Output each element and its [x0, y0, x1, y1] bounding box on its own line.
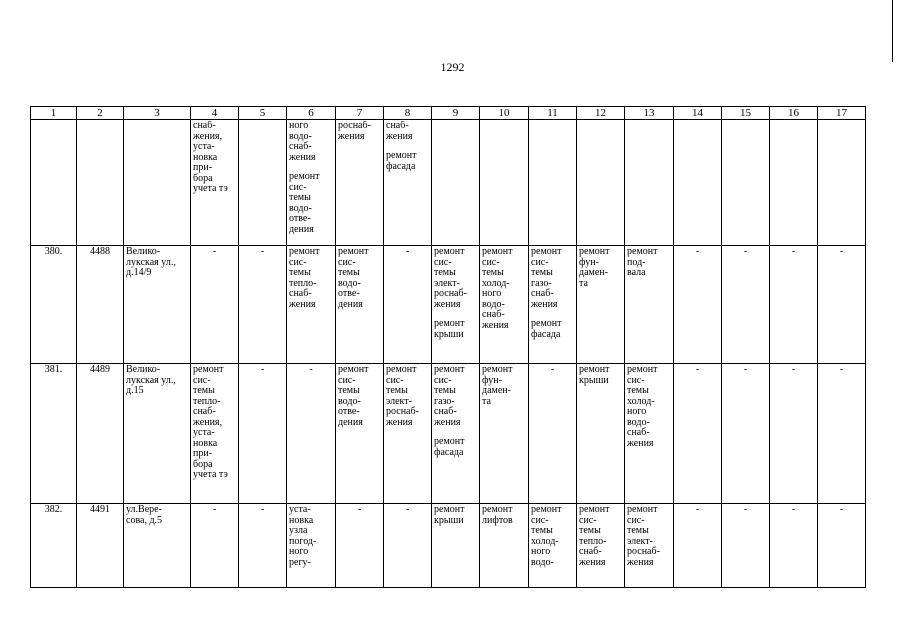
cell-text: -	[357, 505, 362, 515]
work-cell	[287, 364, 336, 504]
column-number: 13	[625, 107, 674, 120]
cell-text: снаб- жения, уста- новка при- бора учета тэ	[193, 121, 228, 194]
cell-text: 4488	[90, 247, 110, 257]
cell-text: -	[743, 365, 748, 375]
table-row	[31, 246, 866, 364]
cell-text: -	[839, 365, 844, 375]
cell-text: -	[212, 505, 217, 515]
column-number: 7	[336, 107, 384, 120]
work-cell	[432, 504, 480, 588]
cell-text: -	[839, 505, 844, 515]
row-number-cell	[31, 504, 77, 588]
work-cell	[722, 120, 770, 246]
work-cell	[529, 364, 577, 504]
work-cell	[818, 504, 866, 588]
cell-text: ремонт сис- темы элект- роснаб- жения	[434, 247, 467, 310]
work-cell	[287, 120, 336, 246]
table-row	[31, 364, 866, 504]
work-cell	[577, 246, 625, 364]
cell-text: ремонт сис- темы водо- отве- дения	[338, 247, 369, 310]
work-cell	[239, 504, 287, 588]
work-cell	[770, 504, 818, 588]
cell-text: 381.	[44, 365, 63, 375]
work-cell	[577, 364, 625, 504]
row-number-cell	[31, 364, 77, 504]
cell-text: 382.	[44, 505, 63, 515]
work-cell	[239, 364, 287, 504]
address-cell	[124, 504, 191, 588]
work-cell	[770, 364, 818, 504]
cell-text: -	[695, 505, 700, 515]
work-cell	[432, 120, 480, 246]
work-cell	[577, 120, 625, 246]
column-number: 11	[529, 107, 577, 120]
work-cell	[432, 364, 480, 504]
work-cell	[480, 246, 529, 364]
table-row	[31, 504, 866, 588]
work-cell	[529, 504, 577, 588]
work-cell	[336, 504, 384, 588]
cell-text: -	[405, 505, 410, 515]
work-cell	[625, 364, 674, 504]
work-cell	[625, 246, 674, 364]
cell-text: ремонт сис- темы тепло- снаб- жения	[579, 505, 610, 568]
cell-text: ремонт крыши	[434, 505, 465, 526]
work-cell	[384, 120, 432, 246]
work-cell	[336, 120, 384, 246]
column-number: 12	[577, 107, 625, 120]
cell-text: Велико- лукская ул., д.15	[126, 365, 176, 396]
work-cell	[287, 246, 336, 364]
cell-text: ремонт сис- темы холод- ного водо- снаб- жения	[482, 247, 513, 331]
work-cell	[722, 246, 770, 364]
work-cell	[480, 364, 529, 504]
cell-text: -	[260, 247, 265, 257]
row-number-cell	[31, 120, 77, 246]
work-cell	[191, 120, 239, 246]
address-cell	[124, 364, 191, 504]
cell-text: -	[260, 505, 265, 515]
cell-text: уста- новка узла погод- ного регу-	[289, 505, 317, 568]
object-code-cell	[77, 246, 124, 364]
cell-text: ного водо- снаб- жения	[289, 121, 316, 163]
cell-text: ремонт крыши	[434, 318, 465, 340]
column-number: 9	[432, 107, 480, 120]
cell-text: -	[695, 247, 700, 257]
table-row	[31, 120, 866, 246]
work-cell	[529, 246, 577, 364]
cell-text: -	[309, 365, 313, 375]
work-cell	[191, 246, 239, 364]
cell-text: -	[791, 505, 796, 515]
address-cell	[124, 246, 191, 364]
cell-text: -	[405, 247, 410, 257]
repair-schedule-table	[30, 106, 866, 588]
work-cell	[384, 504, 432, 588]
page-number: 1292	[440, 60, 465, 74]
cell-text: -	[695, 365, 700, 375]
work-cell	[336, 246, 384, 364]
work-cell	[239, 120, 287, 246]
column-number-row	[31, 107, 866, 120]
work-cell	[529, 120, 577, 246]
work-cell	[432, 246, 480, 364]
column-number: 10	[480, 107, 529, 120]
cell-text: -	[839, 247, 844, 257]
work-cell	[722, 504, 770, 588]
cell-text: ремонт лифтов	[482, 505, 513, 526]
column-number: 5	[239, 107, 287, 120]
cell-text: ремонт фасада	[531, 318, 562, 340]
work-cell	[384, 364, 432, 504]
work-cell	[818, 120, 866, 246]
column-number: 16	[770, 107, 818, 120]
work-cell	[480, 120, 529, 246]
row-number-cell	[31, 246, 77, 364]
cell-text: ул.Вере- сова, д.5	[126, 505, 163, 526]
column-number: 15	[722, 107, 770, 120]
work-cell	[818, 246, 866, 364]
cell-text: 4491	[90, 505, 110, 515]
cell-text: Велико- лукская ул., д.14/9	[126, 247, 176, 278]
work-cell	[336, 364, 384, 504]
cell-text: -	[743, 505, 748, 515]
cell-text: ремонт фасада	[434, 436, 465, 458]
work-cell	[674, 364, 722, 504]
column-number: 8	[384, 107, 432, 120]
object-code-cell	[77, 364, 124, 504]
work-cell	[770, 246, 818, 364]
work-cell	[480, 504, 529, 588]
work-cell	[625, 120, 674, 246]
cell-text: -	[791, 365, 796, 375]
cell-text: -	[260, 365, 265, 375]
cell-text: -	[550, 365, 555, 375]
work-cell	[818, 364, 866, 504]
cell-text: ремонт сис- темы тепло- снаб- жения	[289, 247, 320, 310]
column-number: 1	[31, 107, 77, 120]
cell-text: ремонт сис- темы тепло- снаб- жения, уста- новка при- бора учета тэ	[193, 365, 228, 480]
work-cell	[625, 504, 674, 588]
cell-text: ремонт крыши	[579, 365, 610, 386]
cell-text: ремонт сис- темы холод- ного водо- снаб- жения	[627, 365, 658, 449]
cell-text: -	[791, 247, 796, 257]
cell-text: ремонт фасада	[386, 150, 417, 172]
work-cell	[384, 246, 432, 364]
column-number: 6	[287, 107, 336, 120]
cell-text: роснаб- жения	[338, 121, 371, 142]
work-cell	[239, 246, 287, 364]
column-number: 4	[191, 107, 239, 120]
cell-text: ремонт под- вала	[627, 247, 658, 278]
cell-text: ремонт сис- темы элект- роснаб- жения	[627, 505, 660, 568]
cell-text: ремонт сис- темы водо- отве- дения	[338, 365, 369, 428]
work-cell	[191, 504, 239, 588]
object-code-cell	[77, 504, 124, 588]
cell-text: 4489	[90, 365, 110, 375]
work-cell	[674, 504, 722, 588]
cell-text: 380.	[44, 247, 63, 257]
cell-text: ремонт сис- темы газо- снаб- жения	[531, 247, 562, 310]
column-number: 17	[818, 107, 866, 120]
margin-rule	[892, 0, 893, 62]
cell-text: ремонт фун- дамен- та	[579, 247, 610, 289]
column-number: 3	[124, 107, 191, 120]
work-cell	[770, 120, 818, 246]
cell-text: снаб- жения	[386, 121, 413, 142]
cell-text: ремонт сис- темы газо- снаб- жения	[434, 365, 465, 428]
object-code-cell	[77, 120, 124, 246]
column-number: 14	[674, 107, 722, 120]
cell-text: ремонт сис- темы водо- отве- дения	[289, 171, 320, 235]
cell-text: ремонт сис- темы холод- ного водо-	[531, 505, 562, 568]
address-cell	[124, 120, 191, 246]
work-cell	[674, 246, 722, 364]
cell-text: ремонт фун- дамен- та	[482, 365, 513, 407]
column-number: 2	[77, 107, 124, 120]
cell-text: -	[212, 247, 217, 257]
cell-text: ремонт сис- темы элект- роснаб- жения	[386, 365, 419, 428]
cell-text: -	[743, 247, 748, 257]
work-cell	[722, 364, 770, 504]
work-cell	[577, 504, 625, 588]
work-cell	[191, 364, 239, 504]
work-cell	[674, 120, 722, 246]
work-cell	[287, 504, 336, 588]
